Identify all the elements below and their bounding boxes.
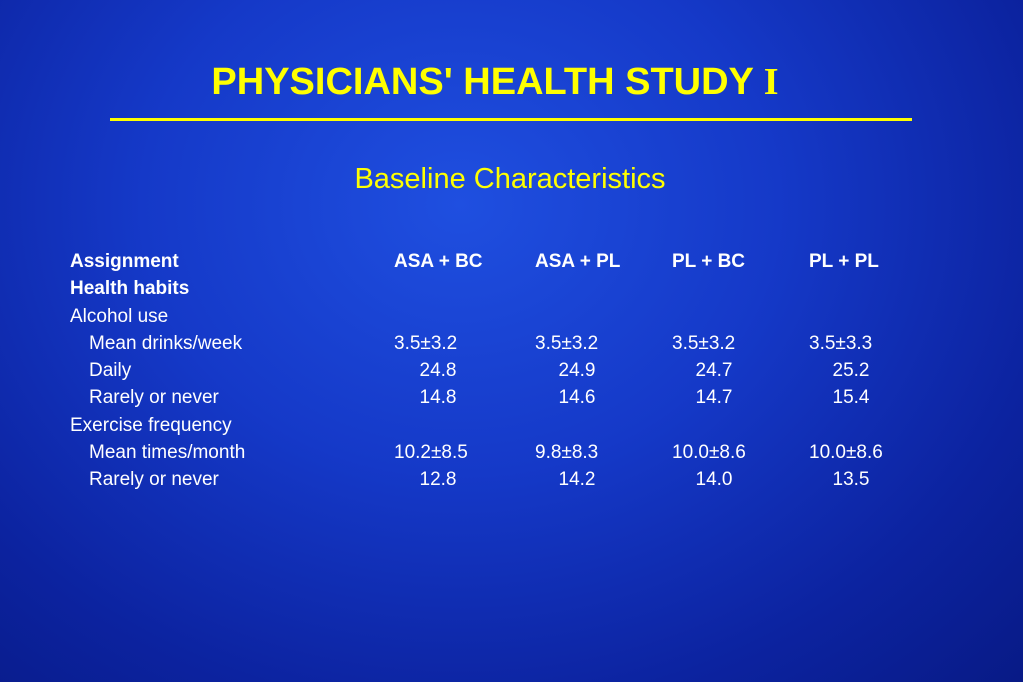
section-exercise-label: Exercise frequency: [70, 414, 232, 436]
slide-subtitle: Baseline Characteristics: [354, 163, 666, 195]
header-pl-pl: PL + PL: [809, 251, 879, 272]
section-health-habits-label: Health habits: [70, 278, 190, 300]
title-underline: [110, 118, 912, 121]
value-asa-bc: 24.8: [419, 360, 457, 382]
value-pl-pl: 15.4: [832, 387, 870, 409]
value-pl-bc: 24.7: [695, 360, 733, 382]
value-asa-bc: 3.5±3.2: [394, 332, 458, 354]
value-pl-bc: 3.5±3.2: [672, 332, 736, 354]
value-pl-pl: 13.5: [832, 469, 870, 491]
value-asa-bc: 12.8: [419, 469, 457, 491]
row-label: Daily: [89, 360, 132, 382]
section-alcohol-label: Alcohol use: [70, 305, 169, 327]
value-pl-bc: 10.0±8.6: [672, 442, 746, 464]
header-pl-bc: PL + BC: [672, 251, 746, 272]
slide-title-numeral: I: [763, 61, 779, 103]
value-pl-pl: 10.0±8.6: [809, 442, 883, 464]
value-asa-pl: 9.8±8.3: [535, 442, 599, 464]
row-label: Mean times/month: [89, 442, 246, 464]
value-asa-pl: 14.6: [558, 387, 596, 409]
value-asa-pl: 14.2: [558, 469, 596, 491]
row-label: Rarely or never: [89, 387, 219, 409]
row-label: Rarely or never: [89, 469, 219, 491]
value-asa-bc: 14.8: [419, 387, 457, 409]
value-pl-pl: 3.5±3.3: [809, 332, 873, 354]
slide-title-text: PHYSICIANS' HEALTH STUDY: [211, 61, 764, 103]
slide-title: [0, 58, 990, 106]
header-asa-pl: ASA + PL: [535, 251, 621, 272]
header-assignment: Assignment: [70, 251, 179, 272]
row-label: Mean drinks/week: [89, 332, 243, 354]
value-pl-bc: 14.0: [695, 469, 733, 491]
value-pl-pl: 25.2: [832, 360, 870, 382]
value-asa-bc: 10.2±8.5: [394, 442, 468, 464]
value-asa-pl: 3.5±3.2: [535, 332, 599, 354]
value-pl-bc: 14.7: [695, 387, 733, 409]
header-asa-bc: ASA + BC: [394, 251, 483, 272]
value-asa-pl: 24.9: [558, 360, 596, 382]
